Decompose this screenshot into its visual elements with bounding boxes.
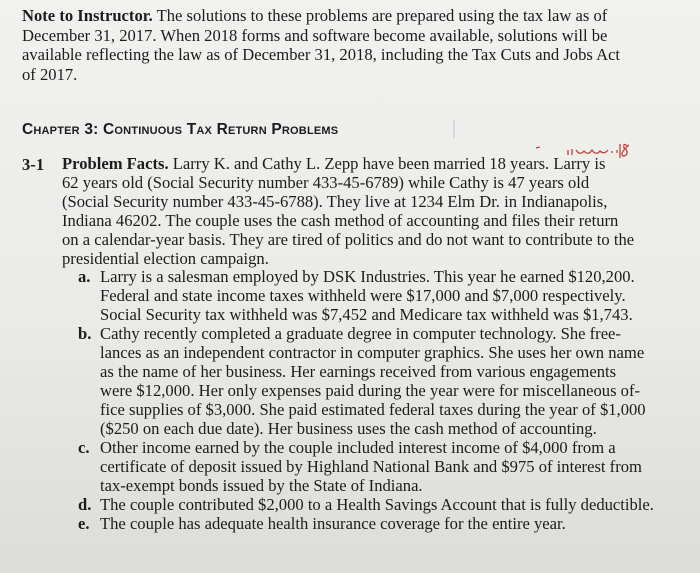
item-line: Federal and state income taxes withheld were $17,000 and $7,000 respectively. bbox=[100, 285, 626, 305]
note-line-1 bbox=[22, 6, 677, 26]
problem-label: Problem Facts. bbox=[62, 154, 169, 173]
item-text bbox=[100, 325, 673, 438]
item-text bbox=[100, 439, 673, 496]
problem-facts bbox=[62, 155, 672, 268]
problem-line-4: Indiana 46202. The couple uses the cash method of accounting and files their return bbox=[62, 210, 619, 230]
item-line: as the name of her business. Her earnings received from various engagements bbox=[100, 361, 617, 381]
note-line-4: of 2017. bbox=[22, 64, 78, 84]
item-line: Larry is a salesman employed by DSK Industries. This year he earned $120,200. bbox=[100, 267, 635, 286]
problem-line-6: presidential election campaign. bbox=[62, 248, 269, 268]
note-label: Note to Instructor. bbox=[22, 6, 153, 25]
instructor-note bbox=[22, 6, 677, 84]
problem-number: 3-1 bbox=[22, 155, 45, 174]
note-line-2: December 31, 2017. When 2018 forms and software become available, solutions will be bbox=[22, 25, 608, 45]
problem-line-1 bbox=[62, 155, 672, 174]
problem-text-1: Larry K. and Cathy L. Zepp have been married 18 years. Larry is bbox=[172, 154, 606, 173]
item-line: Cathy recently completed a graduate degree in computer technology. She free- bbox=[100, 324, 621, 343]
note-line-3: available reflecting the law as of December 31, 2018, including the Tax Cuts and Jobs Act bbox=[22, 45, 621, 65]
chapter-heading: Chapter 3: Continuous Tax Return Problems bbox=[22, 121, 339, 138]
item-letter: d. bbox=[78, 495, 92, 514]
item-line: were $12,000. Her only expenses paid during the year were for miscellaneous of- bbox=[100, 380, 641, 400]
margin-mark bbox=[453, 120, 455, 138]
problem-line-3: (Social Security number 433-45-6788). They live at 1234 Elm Dr. in Indianapolis, bbox=[62, 191, 608, 211]
item-letter: c. bbox=[78, 438, 90, 457]
item-letter: e. bbox=[78, 514, 90, 533]
note-text-1: The solutions to these problems are prepared using the tax law as of bbox=[156, 6, 608, 25]
item-text bbox=[100, 268, 673, 325]
item-line: certificate of deposit issued by Highland National Bank and $975 of interest from bbox=[100, 456, 642, 476]
item-letter: a. bbox=[78, 267, 91, 286]
item-line: Social Security tax withheld was $7,452 and Medicare tax withheld was $1,743. bbox=[100, 304, 633, 324]
item-text bbox=[100, 515, 673, 534]
item-line: fice supplies of $3,000. She paid estimated federal taxes during the year of $1,000 bbox=[100, 399, 646, 419]
item-line: The couple contributed $2,000 to a Health Savings Account that is fully deductible. bbox=[100, 495, 654, 514]
item-letter: b. bbox=[78, 324, 92, 343]
item-line: The couple has adequate health insurance coverage for the entire year. bbox=[100, 514, 566, 533]
item-line: lances as an independent contractor in computer graphics. She uses her own name bbox=[100, 342, 645, 362]
item-line: tax-exempt bonds issued by the State of Indiana. bbox=[100, 475, 423, 495]
item-text bbox=[100, 496, 673, 515]
item-line: Other income earned by the couple included interest income of $4,000 from a bbox=[100, 438, 616, 457]
problem-line-5: on a calendar-year basis. They are tired of politics and do not want to contribute to the bbox=[62, 229, 635, 249]
item-line: ($250 on each due date). Her business uses the cash method of accounting. bbox=[100, 418, 597, 438]
problem-line-2: 62 years old (Social Security number 433-45-6789) while Cathy is 47 years old bbox=[62, 172, 590, 192]
